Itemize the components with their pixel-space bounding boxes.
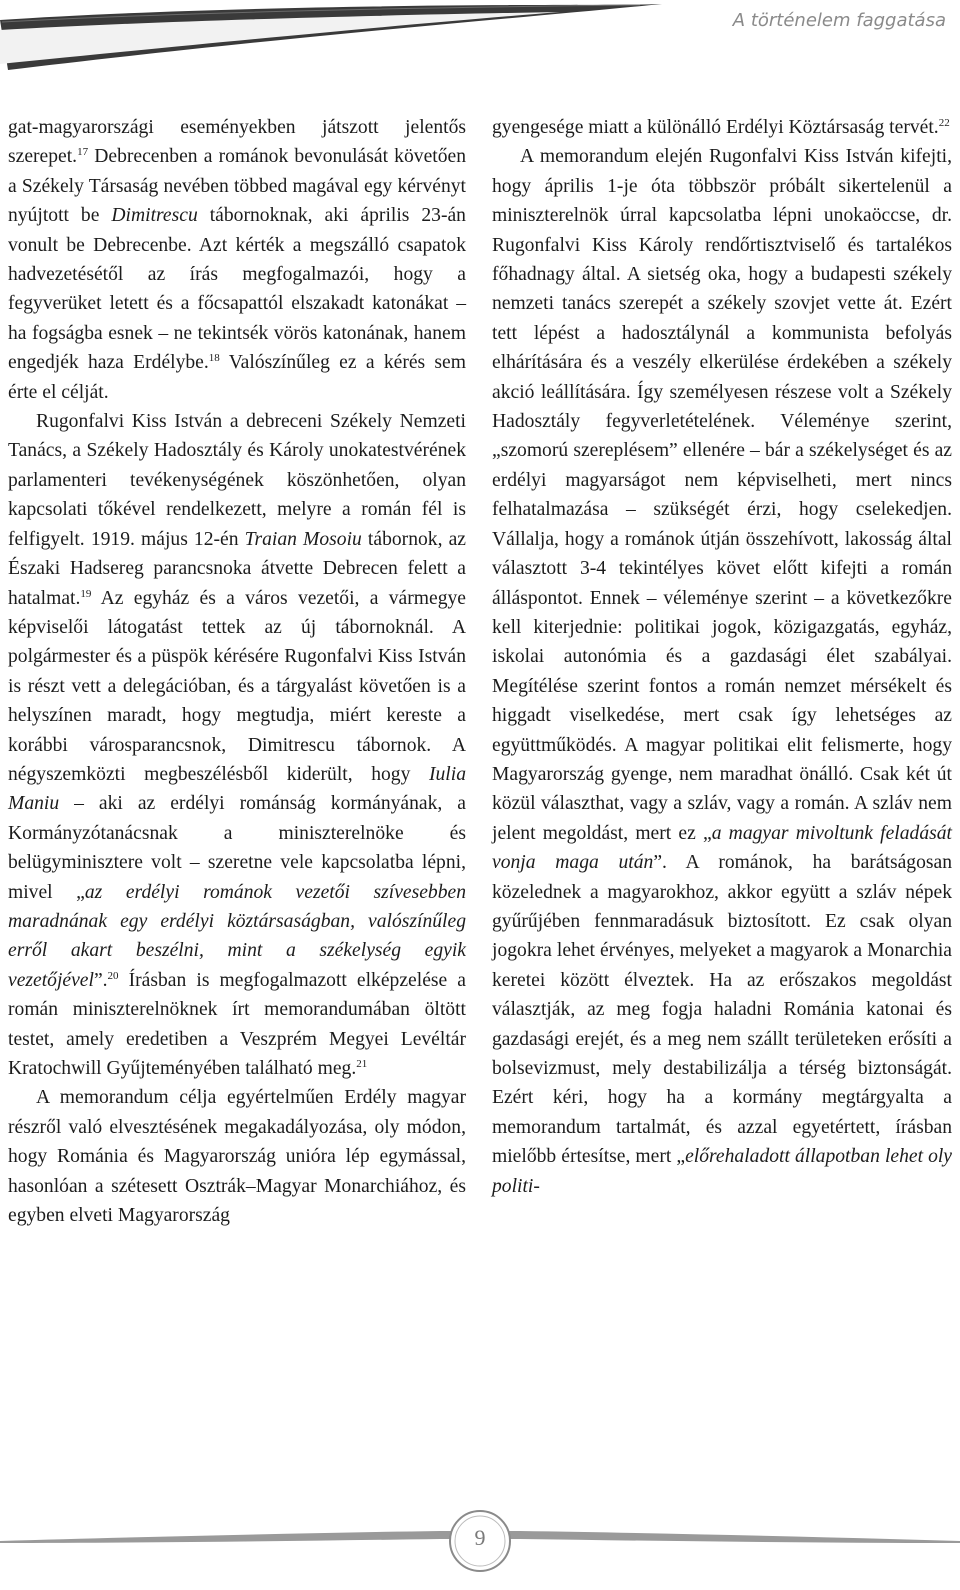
- italic-name: Iulia Maniu: [8, 763, 466, 815]
- paragraph: [492, 142, 952, 1201]
- italic-name: Dimitrescu: [111, 205, 198, 227]
- paragraph: [492, 113, 952, 142]
- paragraph: A memorandum célja egyértelműen Erdély magyar részről való elvesztésének megakadályozása, oly módon, hogy Románia és Magyarország unióra lép egymással, hasonlóan a szétesett Osztrák–Magyar Monarchiához, és egyben elveti Magyarország: [8, 1087, 466, 1227]
- text-run: – aki az erdélyi románság kormányának, a Kormányzótanácsnak a miniszterelnöke és belügyminisztere volt – szeretne vele kapcsolatba lépni, mivel „: [8, 793, 466, 903]
- right-column: [492, 113, 952, 1201]
- footnote-ref: 21: [356, 1058, 368, 1070]
- italic-quote: előrehaladott állapotban lehet oly politi-: [492, 1146, 953, 1197]
- paragraph: [8, 407, 466, 1083]
- text-run: gyengesége miatt a különálló Erdélyi Köztársaság tervét.: [492, 117, 939, 138]
- text-run: Valószínűleg ez a kérés sem érte el célját.: [8, 352, 466, 403]
- text-run: ”. A románok, ha barátságosan közelednek a magyarokhoz, akkor együtt a szláv népek gyűrűjében fennmaradásuk biztosított. Ez csak olyan jogokra lehet érvényes, melyeket a magyarok a Monarchia keretei között élveztek. Ha az erőszakos megoldást választják, az meg fogja haladni Románia katonai és gazdasági erejét, és a meg nem szállt területeken erősíti a bolsevizmust, mely destabilizálja a térség biztonságát. Ezért kéri, hogy ha a kormány megtárgyalta a memorandum tartalmát, és azzal egyetértett, írásban mielőbb értesítse, mert „: [492, 852, 952, 1168]
- paragraph: [8, 113, 466, 407]
- text-run: tábornok, az Északi Hadsereg parancsnoka átvette Debrecen felett a hatalmat.: [8, 528, 466, 609]
- text-run: Rugonfalvi Kiss István a debreceni Székely Nemzeti Tanács, a Székely Hadosztály és Károly unokatestvérének parlamenteri tevékenységének köszönhetően, olyan kapcsolati tőkével rendelkezett, melyre a román fél is felfigyelt. 1919. május 12-én: [8, 411, 466, 550]
- text-run: Írásban is megfogalmazott elképzelése a román miniszterelnöknek írt memorandumában öltött testet, amely eredetiben a Veszprém Megyei Levéltár Kratochwill Gyűjteményében található meg.: [8, 969, 466, 1079]
- italic-quote: az erdélyi románok vezetői szívesebben maradnának egy erdélyi köztársaságban, valószínűleg erről akart beszélni, mint a székelység egyik vezetőjével: [8, 881, 467, 991]
- text-run: gat-magyarországi eseményekben játszott jelentős szerepet.: [8, 117, 466, 168]
- text-run: ”.: [93, 969, 108, 991]
- footnote-ref: 18: [208, 352, 220, 365]
- footnote-ref: 20: [107, 969, 119, 982]
- text-run: tábornoknak, aki április 23-án vonult be Debrecenbe. Azt kérték a megszálló csapatok hadvezetésétől az írás megfogalmazói, hogy a fegyverüket letett és a főcsapattól elszakadt katonákat – ha fogságba esnek – ne tekintsék vörös katonának, hanem engedjék haza Erdélybe.: [8, 205, 466, 374]
- text-run: A memorandum elején Rugonfalvi Kiss István kifejti, hogy április 1-je óta többször próbált sikertelenül a miniszterelnök úrral kapcsolatba lépni unokaöccse, dr. Rugonfalvi Kiss Károly rendőrtisztviselő és tartalékos főhadnagy által. A sietség oka, hogy a budapesti székely nemzeti tanács szerepét a székely szovjet vette át. Ezért tett lépést a hadosztálynál a kommunista befolyás elhárítására és a veszély elkerülése érdekében a székely akció leállítására. Így személyesen részese volt a Székely Hadosztály fegyverletételének. Véleménye szerint, „szomorú szereplésem” ellenére – bár a székelységet és az erdélyi magyarságot nem képviselheti, mert nincs felhatalmazása – szükségét érzi, hogy cselekedjen. Vállalja, hogy a románok útján összehívott, lakosság által választott 3-4 tekintélyes követ előtt kifejti a román álláspontot. Ennek – véleménye szerint – a következőkre kell kiterjednie: politikai jogok, közigazgatás, egyház, iskolai autonómia és a gazdasági élet szabályai. Megítélése szerint fontos a román nemzet mérsékelt és higgadt viselkedése, mert csak így lehetséges az együttműködés. A magyar politikai elit felismerte, hogy Magyarország gyenge, nem maradhat önálló. Csak két út közül választhat, vagy a szláv, vagy a román. A szláv nem jelent megoldást, mert ez „: [492, 146, 952, 844]
- page-header: [0, 0, 960, 90]
- footnote-ref: 17: [77, 146, 89, 159]
- footnote-ref: 19: [80, 587, 92, 600]
- text-run: Debrecenben a románok bevonulását követően a Székely Társaság nevében többed magával egy kérvényt nyújtott be: [8, 146, 466, 227]
- running-title: A történelem faggatása: [732, 10, 946, 31]
- left-column: [8, 113, 466, 1230]
- italic-name: Traian Mosoiu: [244, 528, 362, 550]
- footnote-ref: 22: [938, 117, 950, 129]
- page-number: 9: [474, 1525, 486, 1550]
- text-run: Az egyház és a város vezetői, a vármegye képviselői látogatást tettek az új tábornoknál. A polgármester és a püspök kérésére Rugonfalvi Kiss István is részt vett a delegációban, és a tárgyalást követően is a helyszínen maradt, hogy megtudja, miért kereste a korábbi városparancsnok, Dimitrescu tábornok. A négyszemközti megbeszélésből kiderült, hogy: [8, 587, 466, 785]
- italic-quote: a magyar mivoltunk feladását vonja maga után: [492, 822, 952, 874]
